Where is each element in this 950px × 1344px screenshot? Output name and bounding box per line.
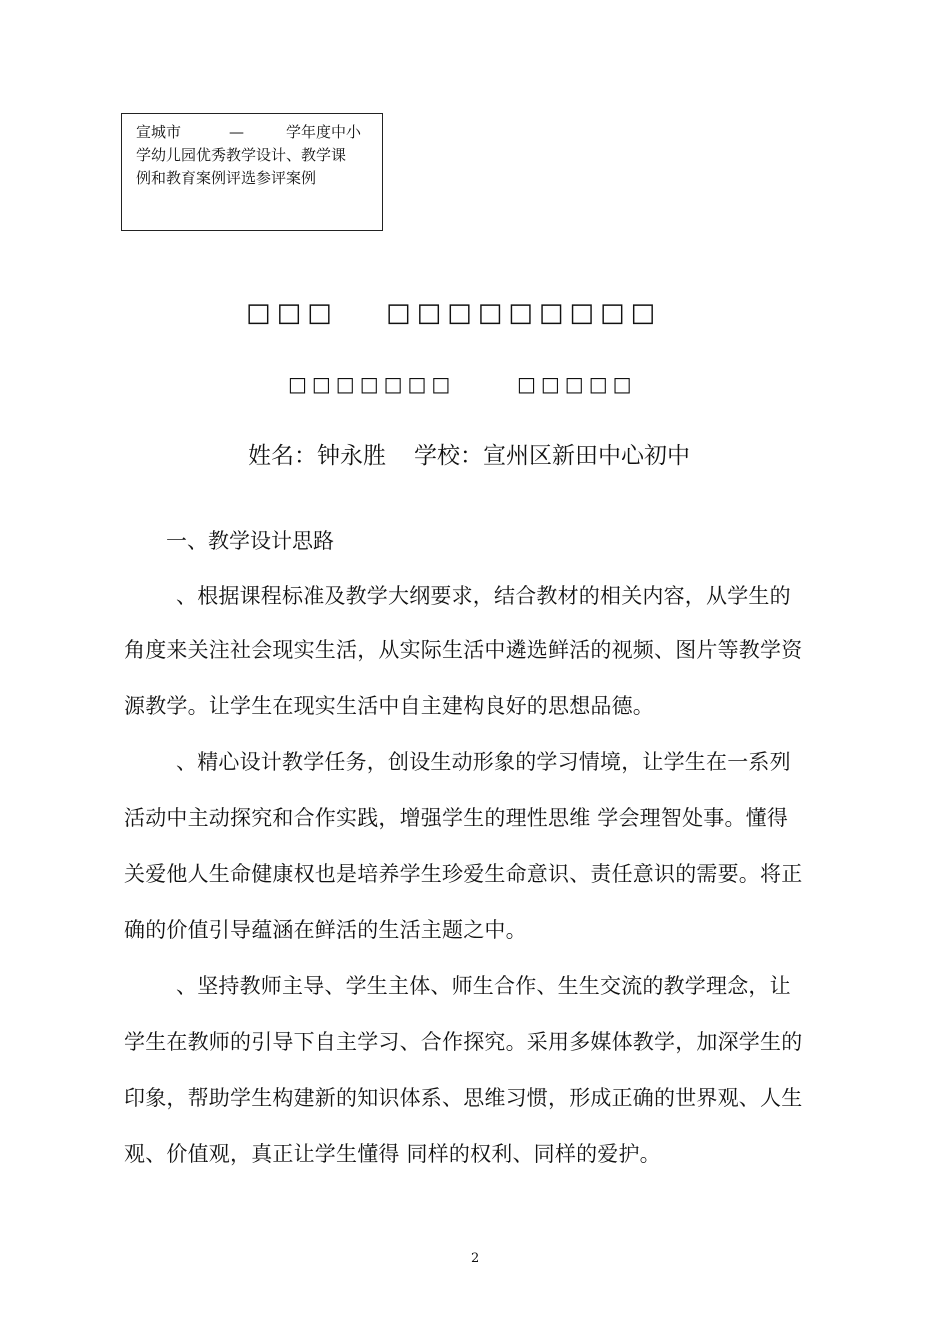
paragraph-3-line-3: 印象，帮助学生构建新的知识体系、思维习惯，形成正确的世界观、人生 <box>124 1086 803 1110</box>
paragraph-2-line-4: 确的价值引导蕴涵在鲜活的生活主题之中。 <box>124 918 527 942</box>
title-left: □□□ <box>246 298 338 328</box>
subtitle-right: □□□□□ <box>517 372 637 396</box>
paragraph-3-line-1: 、坚持教师主导、学生主体、师生合作、生生交流的教学理念，让 <box>176 974 791 998</box>
header-box-line-2: 学幼儿园优秀教学设计、教学课 <box>136 146 347 164</box>
header-city: 宣城市 <box>136 123 182 141</box>
paragraph-1-line-2: 角度来关注社会现实生活，从实际生活中遴选鲜活的视频、图片等教学资 <box>124 638 803 662</box>
title-right: □□□□□□□□□ <box>386 298 662 328</box>
paragraph-2-line-2: 活动中主动探究和合作实践，增强学生的理性思维 学会理智处事。懂得 <box>124 806 789 830</box>
author-line <box>248 437 690 470</box>
subtitle-left: □□□□□□□ <box>288 372 456 396</box>
header-box-line-1 <box>136 122 361 142</box>
paragraph-2-line-1: 、精心设计教学任务，创设生动形象的学习情境，让学生在一系列 <box>176 750 791 774</box>
author-name: 姓名：钟永胜 <box>248 443 386 469</box>
page-number: 2 <box>471 1251 480 1266</box>
paragraph-1-line-1: 、根据课程标准及教学大纲要求，结合教材的相关内容，从学生的 <box>176 584 791 608</box>
author-school: 学校：宣州区新田中心初中 <box>414 443 690 469</box>
header-year-text: 学年度中小 <box>286 123 362 141</box>
header-box <box>121 113 383 231</box>
paragraph-3-line-4: 观、价值观，真正让学生懂得 同样的权利、同样的爱护。 <box>124 1142 661 1166</box>
paragraph-1-line-3: 源教学。让学生在现实生活中自主建构良好的思想品德。 <box>124 694 654 718</box>
paragraph-3-line-2: 学生在教师的引导下自主学习、合作探究。采用多媒体教学，加深学生的 <box>124 1030 803 1054</box>
paragraph-2-line-3: 关爱他人生命健康权也是培养学生珍爱生命意识、责任意识的需要。将正 <box>124 862 803 886</box>
section-heading: 一、教学设计思路 <box>166 529 334 553</box>
header-dash: — <box>229 123 245 141</box>
header-box-line-3: 例和教育案例评选参评案例 <box>136 169 317 187</box>
